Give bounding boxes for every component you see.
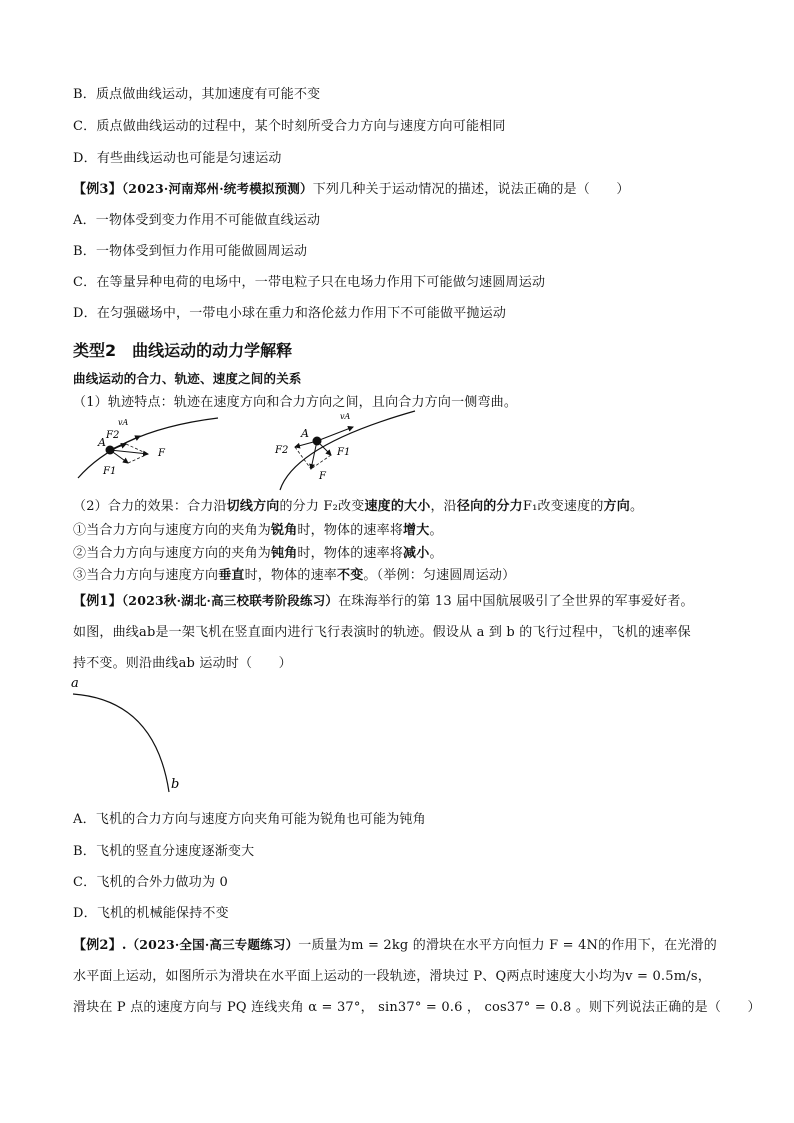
option-d-prev: D．有些曲线运动也可能是匀速运动 — [73, 151, 282, 166]
section-title: 类型2 曲线运动的动力学解释 — [73, 341, 293, 360]
text-segment: 。（举例：匀速圆周运动） — [363, 568, 516, 583]
text-segment: ，沿 — [430, 499, 457, 514]
option-b-prev: B．质点做曲线运动，其加速度有可能不变 — [73, 87, 321, 102]
example3-tag: 【例3】 — [73, 182, 122, 197]
example1-option-d: D．飞机的机械能保持不变 — [73, 906, 229, 921]
example3-option-a: A．一物体受到变力作用不可能做直线运动 — [73, 213, 321, 228]
emphasis: 增大 — [403, 523, 430, 538]
emphasis: 不变 — [337, 568, 364, 583]
emphasis-tangent: 切线方向 — [226, 499, 280, 514]
fig1-f-label: F — [158, 448, 165, 459]
example1-option-a: A．飞机的合力方向与速度方向夹角可能为锐角也可能为钝角 — [73, 812, 426, 827]
example1-text: 在珠海举行的第 13 届中国航展吸引了全世界的军事爱好者。 — [338, 594, 694, 609]
example2-question-line1 — [73, 934, 717, 953]
case-acute — [73, 519, 443, 538]
example3-text: 下列几种关于运动情况的描述，说法正确的是（ ） — [312, 182, 630, 197]
fig2-velocity-label: vA — [340, 412, 351, 421]
fig3-point-a: a — [71, 676, 79, 691]
text-segment: F₁改变速度的 — [522, 499, 604, 514]
example1-tag: 【例1】 — [73, 594, 122, 609]
emphasis: 钝角 — [271, 546, 298, 561]
paragraph-force-effect — [73, 495, 643, 514]
example3-source: （2023·河南郑州·统考模拟预测） — [121, 181, 313, 196]
emphasis-direction: 方向 — [603, 499, 630, 514]
example3-option-b: B．一物体受到恒力作用可能做圆周运动 — [73, 244, 308, 259]
example2-question-line3: 滑块在 P 点的速度方向与 PQ 连线夹角 α = 37°， sin37° = 0.6 ， cos37° = 0.8 。则下列说法正确的是（ ） — [73, 1000, 761, 1015]
text-segment: （2）合力的效果：合力沿 — [73, 499, 227, 514]
emphasis: 垂直 — [218, 568, 245, 583]
example1-question-line1 — [73, 590, 694, 609]
subtitle: 曲线运动的合力、轨迹、速度之间的关系 — [73, 371, 302, 386]
fig2-f1-label: F1 — [337, 447, 351, 458]
text-segment: 的分力 F₂改变 — [279, 499, 365, 514]
text-segment: 时，物体的速率将 — [297, 546, 404, 561]
example1-option-c: C．飞机的合外力做功为 0 — [73, 875, 228, 890]
example1-option-b: B．飞机的竖直分速度逐渐变大 — [73, 844, 255, 859]
fig1-f1-label: F1 — [103, 466, 117, 477]
text-segment: 。 — [629, 499, 644, 514]
example1-question-line3: 持不变。则沿曲线ab 运动时（ ） — [73, 656, 292, 671]
text-segment: ①当合力方向与速度方向的夹角为 — [73, 523, 272, 538]
option-c-prev: C．质点做曲线运动的过程中，某个时刻所受合力方向与速度方向可能相同 — [73, 119, 506, 134]
figure-obtuse-angle — [265, 405, 435, 490]
text-segment: 时，物体的速率将 — [297, 523, 404, 538]
fig1-velocity-label: vA — [118, 418, 129, 427]
example3-option-c: C．在等量异种电荷的电场中，一带电粒子只在电场力作用下可能做匀速圆周运动 — [73, 275, 546, 290]
text-segment: ③当合力方向与速度方向 — [73, 568, 219, 583]
fig2-f2-label: F2 — [275, 445, 289, 456]
fig2-point-label: A — [301, 427, 309, 440]
emphasis-radial: 径向的分力 — [456, 499, 523, 514]
emphasis-speed-magnitude: 速度的大小 — [364, 499, 431, 514]
text-segment: 。 — [429, 546, 443, 561]
example2-tag: 【例2】. — [73, 938, 127, 953]
example1-source: （2023秋·湖北·高三校联考阶段练习） — [121, 593, 339, 608]
fig1-point-label: A — [98, 436, 106, 449]
example3-question — [73, 178, 630, 197]
paragraph-trajectory: （1）轨迹特点：轨迹在速度方向和合力方向之间，且向合力方向一侧弯曲。 — [73, 395, 518, 410]
text-segment: ②当合力方向与速度方向的夹角为 — [73, 546, 272, 561]
emphasis: 减小 — [403, 546, 430, 561]
case-perpendicular — [73, 564, 515, 583]
case-obtuse — [73, 542, 443, 561]
text-segment: 。 — [429, 523, 443, 538]
text-segment: 时，物体的速率 — [244, 568, 338, 583]
example1-question-line2: 如图，曲线ab是一架飞机在竖直面内进行飞行表演时的轨迹。假设从 a 到 b 的飞行过程中，飞机的速率保 — [73, 625, 691, 640]
emphasis: 锐角 — [271, 523, 298, 538]
example2-question-line2: 水平面上运动，如图所示为滑块在水平面上运动的一段轨迹，滑块过 P、Q两点时速度大小均为v = 0.5m/s， — [73, 969, 711, 984]
example2-source: （2023·全国·高三专题练习） — [126, 937, 299, 952]
figure-curve-ab — [65, 672, 195, 797]
fig2-f-label: F — [319, 471, 326, 482]
figure-acute-angle — [70, 410, 230, 485]
example3-option-d: D．在匀强磁场中，一带电小球在重力和洛伦兹力作用下不可能做平抛运动 — [73, 306, 507, 321]
fig3-point-b: b — [171, 777, 180, 792]
example2-text: 一质量为m = 2kg 的滑块在水平方向恒力 F = 4N的作用下，在光滑的 — [298, 938, 717, 953]
fig1-f2-label: F2 — [106, 430, 120, 441]
